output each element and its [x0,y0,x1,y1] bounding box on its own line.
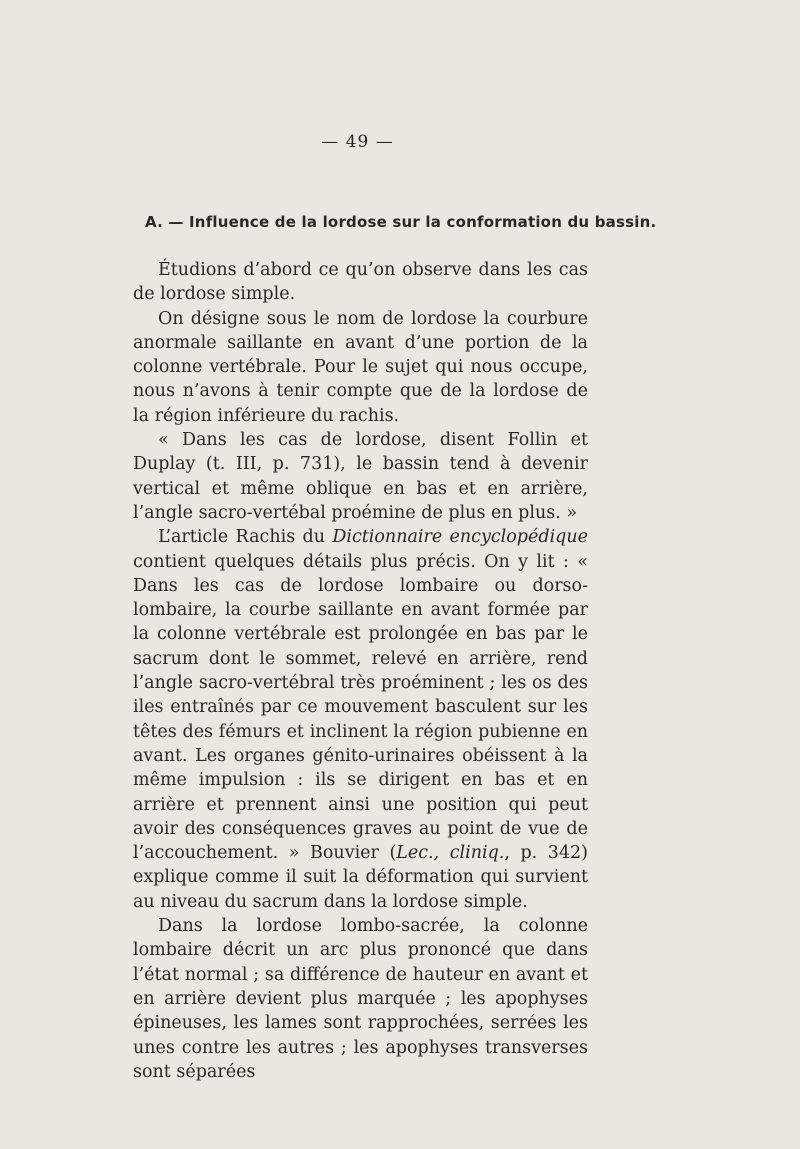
page-number: — 49 — [321,132,394,152]
section-title: A. — Influence de la lordose sur la conformation du bassin. [145,213,657,231]
paragraph-4-italic-ref: Lec., cliniq. [396,843,505,864]
paragraph-5: Dans la lordose lombo-sacrée, la colonne lombaire décrit un arc plus prononcé que dans l’état normal ; sa différence de hauteur en avant et en arrière devient plus marquée ; les apophyses épineuses, les lames sont rapprochées, serrées les unes contre les autres ; les apophyses transverses sont séparées [133,916,588,1082]
paragraph-2: On désigne sous le nom de lordose la courbure anormale saillante en avant d’une portion de la colonne vertébrale. Pour le sujet qui nous occupe, nous n’avons à tenir compte que de la lordose de la région inférieure du rachis. [133,308,588,426]
paragraph-1: Étudions d’abord ce qu’on observe dans les cas de lordose simple. [133,260,588,305]
body-text [133,258,588,1084]
paragraph-4-text-b: contient quelques détails plus précis. On y lit : « Dans les cas de lordose lombaire ou dorso-lombaire, la courbe saillante en avant formée par la colonne vertébrale est prolongée en bas par le sacrum dont le sommet, relevé en arrière, rend l’angle sacro-vertébral très proéminent ; les os des iles entraînés par ce mouvement basculent sur les têtes des fémurs et inclinent la région pubienne en avant. Les organes génito-urinaires obéissent à la même impulsion : ils se dirigent en bas et en arrière et prennent ainsi une position qui peut avoir des conséquences graves au point de vue de l’accouchement. » Bouvier ( [133,551,588,864]
paragraph-3: « Dans les cas de lordose, disent Follin et Duplay (t. III, p. 731), le bassin tend à devenir vertical et même oblique en bas et en arrière, l’angle sacro-vertébal proémine de plus en plus. » [133,430,588,523]
paragraph-4-text-a: L’article Rachis du [158,527,333,548]
paragraph-4-text-c: , p. 342) explique comme il suit la déformation qui survient au niveau du sacrum dans la lordose simple. [133,843,588,912]
paragraph-4-italic-title: Dictionnaire encyclopédique [332,527,588,548]
paragraph-4 [133,525,588,914]
